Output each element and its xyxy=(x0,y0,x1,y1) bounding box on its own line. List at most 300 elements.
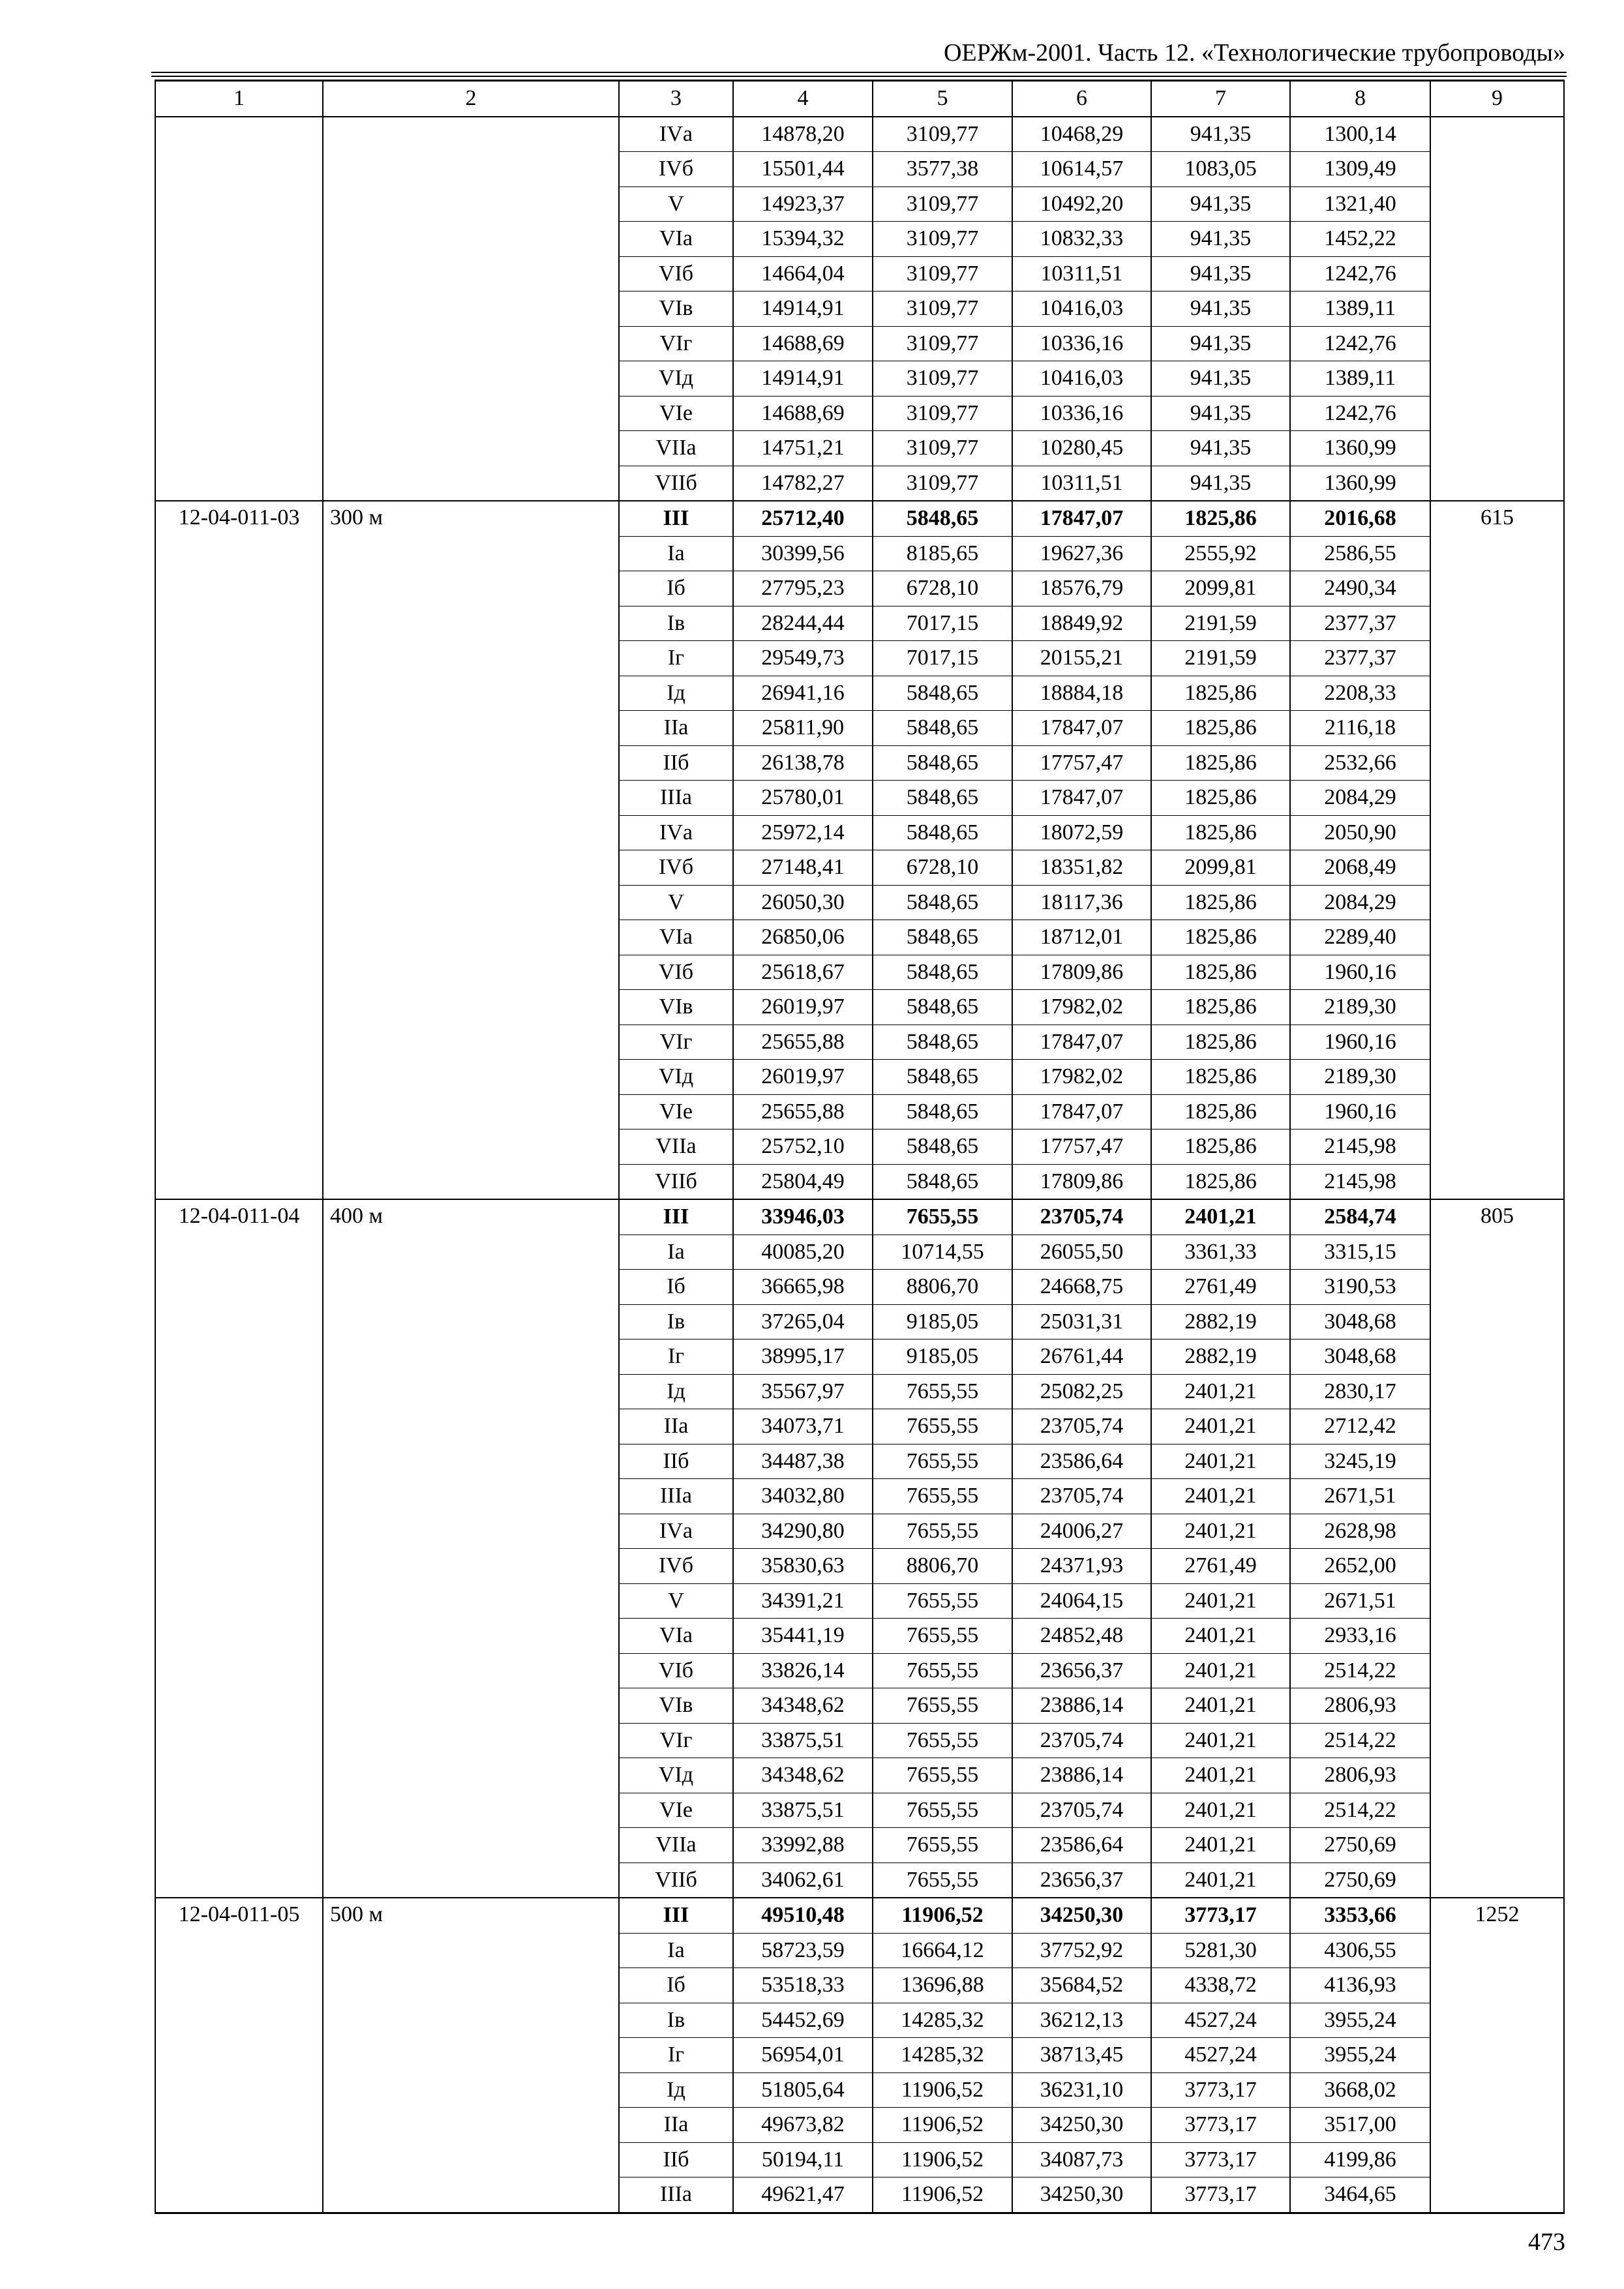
labor-cost-cell: 7655,55 xyxy=(873,1409,1012,1444)
table-row xyxy=(155,1898,1564,1933)
rates-table xyxy=(155,80,1565,2214)
price-class-cell: III xyxy=(619,1199,733,1234)
driver-wages-cell: 1825,86 xyxy=(1151,990,1290,1025)
total-cost-cell: 14782,27 xyxy=(733,466,873,501)
total-cost-cell: 26941,16 xyxy=(733,676,873,711)
table-row xyxy=(155,1199,1564,1234)
driver-wages-cell: 2401,21 xyxy=(1151,1723,1290,1758)
material-cost-cell: 1360,99 xyxy=(1290,466,1430,501)
material-cost-cell: 1452,22 xyxy=(1290,222,1430,257)
labor-cost-cell: 3577,38 xyxy=(873,152,1012,187)
machine-cost-cell: 18849,92 xyxy=(1012,606,1151,641)
labor-cost-cell: 5848,65 xyxy=(873,955,1012,990)
labor-cost-cell: 7655,55 xyxy=(873,1514,1012,1549)
machine-cost-cell: 10336,16 xyxy=(1012,326,1151,361)
driver-wages-cell: 941,35 xyxy=(1151,292,1290,327)
price-class-cell: VIIб xyxy=(619,466,733,501)
price-class-cell: IIб xyxy=(619,1444,733,1479)
driver-wages-cell: 1825,86 xyxy=(1151,676,1290,711)
labor-cost-cell: 11906,52 xyxy=(873,2177,1012,2213)
price-class-cell: III xyxy=(619,501,733,536)
price-class-cell: VIIа xyxy=(619,1130,733,1165)
machine-cost-cell: 34087,73 xyxy=(1012,2142,1151,2177)
labor-cost-cell: 5848,65 xyxy=(873,1130,1012,1165)
rate-name: 400 м xyxy=(323,1199,619,1898)
driver-wages-cell: 2882,19 xyxy=(1151,1304,1290,1339)
total-cost-cell: 35441,19 xyxy=(733,1619,873,1654)
price-class-cell: Iг xyxy=(619,2038,733,2073)
labor-cost-cell: 11906,52 xyxy=(873,2108,1012,2143)
total-cost-cell: 15501,44 xyxy=(733,152,873,187)
labor-cost-cell: 5848,65 xyxy=(873,781,1012,816)
driver-wages-cell: 3773,17 xyxy=(1151,2108,1290,2143)
labor-cost-cell: 3109,77 xyxy=(873,431,1012,466)
driver-wages-cell: 3773,17 xyxy=(1151,2072,1290,2108)
price-class-cell: VIа xyxy=(619,920,733,955)
price-class-cell: IIб xyxy=(619,2142,733,2177)
driver-wages-cell: 5281,30 xyxy=(1151,1933,1290,1968)
machine-cost-cell: 23586,64 xyxy=(1012,1444,1151,1479)
total-cost-cell: 30399,56 xyxy=(733,536,873,571)
material-cost-cell: 2116,18 xyxy=(1290,711,1430,746)
material-cost-cell: 1242,76 xyxy=(1290,256,1430,292)
total-cost-cell: 25811,90 xyxy=(733,711,873,746)
material-cost-cell: 1389,11 xyxy=(1290,361,1430,396)
rate-code: 12-04-011-04 xyxy=(155,1199,323,1898)
driver-wages-cell: 2401,21 xyxy=(1151,1828,1290,1863)
driver-wages-cell: 1825,86 xyxy=(1151,1025,1290,1060)
total-cost-cell: 14878,20 xyxy=(733,117,873,152)
total-cost-cell: 25804,49 xyxy=(733,1164,873,1199)
machine-cost-cell: 26761,44 xyxy=(1012,1339,1151,1375)
material-cost-cell: 1960,16 xyxy=(1290,955,1430,990)
material-cost-cell: 2189,30 xyxy=(1290,990,1430,1025)
machine-cost-cell: 24371,93 xyxy=(1012,1549,1151,1584)
column-number: 7 xyxy=(1151,81,1290,117)
price-class-cell: Iв xyxy=(619,606,733,641)
column-number: 2 xyxy=(323,81,619,117)
material-cost-cell: 1309,49 xyxy=(1290,152,1430,187)
material-cost-cell: 2933,16 xyxy=(1290,1619,1430,1654)
material-cost-cell: 3955,24 xyxy=(1290,2003,1430,2038)
table-row xyxy=(155,117,1564,152)
machine-cost-cell: 10832,33 xyxy=(1012,222,1151,257)
labor-cost-cell: 3109,77 xyxy=(873,222,1012,257)
total-cost-cell: 38995,17 xyxy=(733,1339,873,1375)
machine-cost-cell: 34250,30 xyxy=(1012,2177,1151,2213)
driver-wages-cell: 2401,21 xyxy=(1151,1653,1290,1688)
driver-wages-cell: 1825,86 xyxy=(1151,711,1290,746)
material-cost-cell: 2586,55 xyxy=(1290,536,1430,571)
material-cost-cell: 4199,86 xyxy=(1290,2142,1430,2177)
labor-cost-cell: 3109,77 xyxy=(873,117,1012,152)
driver-wages-cell: 2099,81 xyxy=(1151,571,1290,606)
driver-wages-cell: 1825,86 xyxy=(1151,1130,1290,1165)
machine-cost-cell: 23886,14 xyxy=(1012,1758,1151,1793)
price-class-cell: VIд xyxy=(619,1060,733,1095)
driver-wages-cell: 1825,86 xyxy=(1151,920,1290,955)
material-cost-cell: 1389,11 xyxy=(1290,292,1430,327)
price-class-cell: V xyxy=(619,187,733,222)
rate-name: 300 м xyxy=(323,501,619,1199)
price-class-cell: VIе xyxy=(619,1094,733,1130)
material-cost-cell: 2084,29 xyxy=(1290,885,1430,920)
total-cost-cell: 49621,47 xyxy=(733,2177,873,2213)
machine-cost-cell: 10614,57 xyxy=(1012,152,1151,187)
machine-cost-cell: 23705,74 xyxy=(1012,1409,1151,1444)
price-class-cell: Iб xyxy=(619,571,733,606)
material-cost-cell: 2628,98 xyxy=(1290,1514,1430,1549)
labor-cost-cell: 7655,55 xyxy=(873,1793,1012,1828)
driver-wages-cell: 2401,21 xyxy=(1151,1583,1290,1619)
table-row xyxy=(155,501,1564,536)
material-cost-cell: 3048,68 xyxy=(1290,1339,1430,1375)
price-class-cell: III xyxy=(619,1898,733,1933)
total-cost-cell: 26019,97 xyxy=(733,990,873,1025)
total-cost-cell: 29549,73 xyxy=(733,641,873,676)
labor-cost-cell: 3109,77 xyxy=(873,292,1012,327)
machine-cost-cell: 17982,02 xyxy=(1012,1060,1151,1095)
labor-cost-cell: 9185,05 xyxy=(873,1304,1012,1339)
total-cost-cell: 28244,44 xyxy=(733,606,873,641)
price-class-cell: VIа xyxy=(619,1619,733,1654)
labor-cost-cell: 7655,55 xyxy=(873,1828,1012,1863)
material-cost-cell: 3048,68 xyxy=(1290,1304,1430,1339)
driver-wages-cell: 2555,92 xyxy=(1151,536,1290,571)
material-cost-cell: 2016,68 xyxy=(1290,501,1430,536)
labor-cost-cell: 7655,55 xyxy=(873,1863,1012,1898)
machine-cost-cell: 18576,79 xyxy=(1012,571,1151,606)
material-cost-cell: 2050,90 xyxy=(1290,815,1430,850)
material-cost-cell: 4306,55 xyxy=(1290,1933,1430,1968)
column-number: 8 xyxy=(1290,81,1430,117)
labor-cost-cell: 5848,65 xyxy=(873,676,1012,711)
price-class-cell: VIв xyxy=(619,292,733,327)
total-cost-cell: 34487,38 xyxy=(733,1444,873,1479)
material-cost-cell: 1300,14 xyxy=(1290,117,1430,152)
machine-cost-cell: 17757,47 xyxy=(1012,1130,1151,1165)
price-class-cell: IIа xyxy=(619,1409,733,1444)
material-cost-cell: 2671,51 xyxy=(1290,1479,1430,1514)
driver-wages-cell: 1825,86 xyxy=(1151,1094,1290,1130)
material-cost-cell: 2189,30 xyxy=(1290,1060,1430,1095)
material-cost-cell: 2289,40 xyxy=(1290,920,1430,955)
price-class-cell: VIб xyxy=(619,1653,733,1688)
price-class-cell: IVа xyxy=(619,117,733,152)
labor-cost-cell: 7655,55 xyxy=(873,1479,1012,1514)
price-class-cell: IVа xyxy=(619,815,733,850)
price-class-cell: Iв xyxy=(619,1304,733,1339)
rate-code: 12-04-011-05 xyxy=(155,1898,323,2213)
labor-cost-cell: 6728,10 xyxy=(873,850,1012,886)
driver-wages-cell: 2401,21 xyxy=(1151,1199,1290,1234)
labor-cost-cell: 7655,55 xyxy=(873,1619,1012,1654)
material-cost-cell: 2084,29 xyxy=(1290,781,1430,816)
total-cost-cell: 14923,37 xyxy=(733,187,873,222)
total-cost-cell: 54452,69 xyxy=(733,2003,873,2038)
column-number: 5 xyxy=(873,81,1012,117)
total-cost-cell: 50194,11 xyxy=(733,2142,873,2177)
total-cost-cell: 26050,30 xyxy=(733,885,873,920)
price-class-cell: VIIб xyxy=(619,1164,733,1199)
labor-cost-cell: 5848,65 xyxy=(873,501,1012,536)
total-cost-cell: 33875,51 xyxy=(733,1793,873,1828)
driver-wages-cell: 941,35 xyxy=(1151,117,1290,152)
material-cost-cell: 2514,22 xyxy=(1290,1653,1430,1688)
machine-cost-cell: 24852,48 xyxy=(1012,1619,1151,1654)
total-cost-cell: 36665,98 xyxy=(733,1270,873,1305)
material-cost-cell: 2145,98 xyxy=(1290,1130,1430,1165)
price-class-cell: VIб xyxy=(619,256,733,292)
driver-wages-cell: 1825,86 xyxy=(1151,745,1290,781)
total-cost-cell: 34032,80 xyxy=(733,1479,873,1514)
labor-cost-cell: 3109,77 xyxy=(873,256,1012,292)
driver-wages-cell: 3773,17 xyxy=(1151,1898,1290,1933)
price-class-cell: VIIа xyxy=(619,1828,733,1863)
labor-cost-cell: 8806,70 xyxy=(873,1270,1012,1305)
machine-cost-cell: 17809,86 xyxy=(1012,1164,1151,1199)
material-cost-cell: 2514,22 xyxy=(1290,1793,1430,1828)
machine-cost-cell: 17809,86 xyxy=(1012,955,1151,990)
labor-cost-cell: 11906,52 xyxy=(873,2142,1012,2177)
driver-wages-cell: 2882,19 xyxy=(1151,1339,1290,1375)
column-number: 6 xyxy=(1012,81,1151,117)
col9-value: 1252 xyxy=(1430,1898,1564,2213)
price-class-cell: IVб xyxy=(619,850,733,886)
labor-cost-cell: 16664,12 xyxy=(873,1933,1012,1968)
machine-cost-cell: 10416,03 xyxy=(1012,292,1151,327)
col9-value: 805 xyxy=(1430,1199,1564,1898)
total-cost-cell: 35567,97 xyxy=(733,1374,873,1409)
machine-cost-cell: 23656,37 xyxy=(1012,1863,1151,1898)
total-cost-cell: 33826,14 xyxy=(733,1653,873,1688)
driver-wages-cell: 1825,86 xyxy=(1151,1164,1290,1199)
total-cost-cell: 14914,91 xyxy=(733,361,873,396)
total-cost-cell: 14914,91 xyxy=(733,292,873,327)
labor-cost-cell: 7017,15 xyxy=(873,606,1012,641)
machine-cost-cell: 23705,74 xyxy=(1012,1479,1151,1514)
machine-cost-cell: 34250,30 xyxy=(1012,1898,1151,1933)
total-cost-cell: 27795,23 xyxy=(733,571,873,606)
driver-wages-cell: 941,35 xyxy=(1151,187,1290,222)
price-class-cell: VIг xyxy=(619,1025,733,1060)
machine-cost-cell: 18072,59 xyxy=(1012,815,1151,850)
driver-wages-cell: 2191,59 xyxy=(1151,641,1290,676)
labor-cost-cell: 5848,65 xyxy=(873,1094,1012,1130)
driver-wages-cell: 2401,21 xyxy=(1151,1619,1290,1654)
price-class-cell: Iб xyxy=(619,1968,733,2003)
total-cost-cell: 33946,03 xyxy=(733,1199,873,1234)
price-class-cell: Iа xyxy=(619,1933,733,1968)
driver-wages-cell: 2401,21 xyxy=(1151,1374,1290,1409)
total-cost-cell: 25618,67 xyxy=(733,955,873,990)
labor-cost-cell: 5848,65 xyxy=(873,920,1012,955)
total-cost-cell: 14664,04 xyxy=(733,256,873,292)
material-cost-cell: 1242,76 xyxy=(1290,396,1430,431)
material-cost-cell: 2068,49 xyxy=(1290,850,1430,886)
column-number: 1 xyxy=(155,81,323,117)
rate-name: 500 м xyxy=(323,1898,619,2213)
driver-wages-cell: 1825,86 xyxy=(1151,955,1290,990)
labor-cost-cell: 7017,15 xyxy=(873,641,1012,676)
machine-cost-cell: 10416,03 xyxy=(1012,361,1151,396)
driver-wages-cell: 2401,21 xyxy=(1151,1688,1290,1724)
material-cost-cell: 3668,02 xyxy=(1290,2072,1430,2108)
driver-wages-cell: 2761,49 xyxy=(1151,1270,1290,1305)
material-cost-cell: 2806,93 xyxy=(1290,1688,1430,1724)
price-class-cell: Iа xyxy=(619,536,733,571)
price-class-cell: IIа xyxy=(619,2108,733,2143)
material-cost-cell: 2584,74 xyxy=(1290,1199,1430,1234)
driver-wages-cell: 3773,17 xyxy=(1151,2177,1290,2213)
total-cost-cell: 34391,21 xyxy=(733,1583,873,1619)
price-class-cell: IIб xyxy=(619,745,733,781)
machine-cost-cell: 18884,18 xyxy=(1012,676,1151,711)
rate-code: 12-04-011-03 xyxy=(155,501,323,1199)
labor-cost-cell: 13696,88 xyxy=(873,1968,1012,2003)
labor-cost-cell: 3109,77 xyxy=(873,187,1012,222)
price-class-cell: VIе xyxy=(619,396,733,431)
price-class-cell: VIд xyxy=(619,1758,733,1793)
total-cost-cell: 37265,04 xyxy=(733,1304,873,1339)
price-class-cell: VIIб xyxy=(619,1863,733,1898)
total-cost-cell: 15394,32 xyxy=(733,222,873,257)
labor-cost-cell: 14285,32 xyxy=(873,2038,1012,2073)
driver-wages-cell: 2099,81 xyxy=(1151,850,1290,886)
driver-wages-cell: 941,35 xyxy=(1151,326,1290,361)
driver-wages-cell: 941,35 xyxy=(1151,396,1290,431)
machine-cost-cell: 25082,25 xyxy=(1012,1374,1151,1409)
total-cost-cell: 14688,69 xyxy=(733,396,873,431)
price-class-cell: IIа xyxy=(619,711,733,746)
material-cost-cell: 2514,22 xyxy=(1290,1723,1430,1758)
machine-cost-cell: 23656,37 xyxy=(1012,1653,1151,1688)
driver-wages-cell: 2401,21 xyxy=(1151,1863,1290,1898)
price-class-cell: V xyxy=(619,1583,733,1619)
driver-wages-cell: 1825,86 xyxy=(1151,885,1290,920)
labor-cost-cell: 7655,55 xyxy=(873,1199,1012,1234)
material-cost-cell: 2806,93 xyxy=(1290,1758,1430,1793)
driver-wages-cell: 941,35 xyxy=(1151,466,1290,501)
driver-wages-cell: 2401,21 xyxy=(1151,1793,1290,1828)
material-cost-cell: 3315,15 xyxy=(1290,1234,1430,1270)
price-class-cell: Iд xyxy=(619,1374,733,1409)
machine-cost-cell: 17847,07 xyxy=(1012,1025,1151,1060)
material-cost-cell: 2532,66 xyxy=(1290,745,1430,781)
machine-cost-cell: 10311,51 xyxy=(1012,466,1151,501)
machine-cost-cell: 18351,82 xyxy=(1012,850,1151,886)
price-class-cell: VIг xyxy=(619,1723,733,1758)
price-class-cell: IVа xyxy=(619,1514,733,1549)
column-number: 3 xyxy=(619,81,733,117)
driver-wages-cell: 2401,21 xyxy=(1151,1479,1290,1514)
total-cost-cell: 35830,63 xyxy=(733,1549,873,1584)
labor-cost-cell: 3109,77 xyxy=(873,361,1012,396)
total-cost-cell: 34290,80 xyxy=(733,1514,873,1549)
total-cost-cell: 14751,21 xyxy=(733,431,873,466)
total-cost-cell: 34062,61 xyxy=(733,1863,873,1898)
driver-wages-cell: 4338,72 xyxy=(1151,1968,1290,2003)
col9-cell xyxy=(1430,117,1564,501)
driver-wages-cell: 1825,86 xyxy=(1151,815,1290,850)
labor-cost-cell: 7655,55 xyxy=(873,1758,1012,1793)
material-cost-cell: 3517,00 xyxy=(1290,2108,1430,2143)
col9-value: 615 xyxy=(1430,501,1564,1199)
price-class-cell: VIа xyxy=(619,222,733,257)
machine-cost-cell: 18712,01 xyxy=(1012,920,1151,955)
driver-wages-cell: 2191,59 xyxy=(1151,606,1290,641)
material-cost-cell: 4136,93 xyxy=(1290,1968,1430,2003)
material-cost-cell: 3190,53 xyxy=(1290,1270,1430,1305)
total-cost-cell: 25712,40 xyxy=(733,501,873,536)
machine-cost-cell: 23705,74 xyxy=(1012,1199,1151,1234)
material-cost-cell: 3353,66 xyxy=(1290,1898,1430,1933)
total-cost-cell: 49673,82 xyxy=(733,2108,873,2143)
column-number: 4 xyxy=(733,81,873,117)
total-cost-cell: 33875,51 xyxy=(733,1723,873,1758)
machine-cost-cell: 23705,74 xyxy=(1012,1793,1151,1828)
table-body xyxy=(155,81,1564,2213)
price-class-cell: Iв xyxy=(619,2003,733,2038)
labor-cost-cell: 6728,10 xyxy=(873,571,1012,606)
labor-cost-cell: 11906,52 xyxy=(873,1898,1012,1933)
price-class-cell: Iг xyxy=(619,1339,733,1375)
labor-cost-cell: 5848,65 xyxy=(873,815,1012,850)
material-cost-cell: 2712,42 xyxy=(1290,1409,1430,1444)
column-number-row xyxy=(155,81,1564,117)
price-class-cell: Iг xyxy=(619,641,733,676)
machine-cost-cell: 24668,75 xyxy=(1012,1270,1151,1305)
total-cost-cell: 25655,88 xyxy=(733,1025,873,1060)
material-cost-cell: 2208,33 xyxy=(1290,676,1430,711)
driver-wages-cell: 1825,86 xyxy=(1151,501,1290,536)
price-class-cell: Iд xyxy=(619,676,733,711)
driver-wages-cell: 4527,24 xyxy=(1151,2038,1290,2073)
driver-wages-cell: 2401,21 xyxy=(1151,1758,1290,1793)
labor-cost-cell: 7655,55 xyxy=(873,1444,1012,1479)
driver-wages-cell: 2761,49 xyxy=(1151,1549,1290,1584)
machine-cost-cell: 38713,45 xyxy=(1012,2038,1151,2073)
price-class-cell: VIв xyxy=(619,990,733,1025)
machine-cost-cell: 17847,07 xyxy=(1012,781,1151,816)
machine-cost-cell: 10492,20 xyxy=(1012,187,1151,222)
total-cost-cell: 27148,41 xyxy=(733,850,873,886)
driver-wages-cell: 941,35 xyxy=(1151,222,1290,257)
material-cost-cell: 3955,24 xyxy=(1290,2038,1430,2073)
total-cost-cell: 34073,71 xyxy=(733,1409,873,1444)
labor-cost-cell: 5848,65 xyxy=(873,745,1012,781)
total-cost-cell: 25972,14 xyxy=(733,815,873,850)
machine-cost-cell: 17982,02 xyxy=(1012,990,1151,1025)
labor-cost-cell: 7655,55 xyxy=(873,1374,1012,1409)
driver-wages-cell: 4527,24 xyxy=(1151,2003,1290,2038)
price-class-cell: Iб xyxy=(619,1270,733,1305)
labor-cost-cell: 3109,77 xyxy=(873,466,1012,501)
material-cost-cell: 1960,16 xyxy=(1290,1025,1430,1060)
total-cost-cell: 51805,64 xyxy=(733,2072,873,2108)
total-cost-cell: 25655,88 xyxy=(733,1094,873,1130)
machine-cost-cell: 19627,36 xyxy=(1012,536,1151,571)
price-class-cell: IIIа xyxy=(619,2177,733,2213)
driver-wages-cell: 2401,21 xyxy=(1151,1444,1290,1479)
price-class-cell: VIб xyxy=(619,955,733,990)
driver-wages-cell: 941,35 xyxy=(1151,431,1290,466)
header-rule xyxy=(151,72,1567,73)
labor-cost-cell: 8185,65 xyxy=(873,536,1012,571)
total-cost-cell: 34348,62 xyxy=(733,1688,873,1724)
material-cost-cell: 1242,76 xyxy=(1290,326,1430,361)
machine-cost-cell: 36231,10 xyxy=(1012,2072,1151,2108)
